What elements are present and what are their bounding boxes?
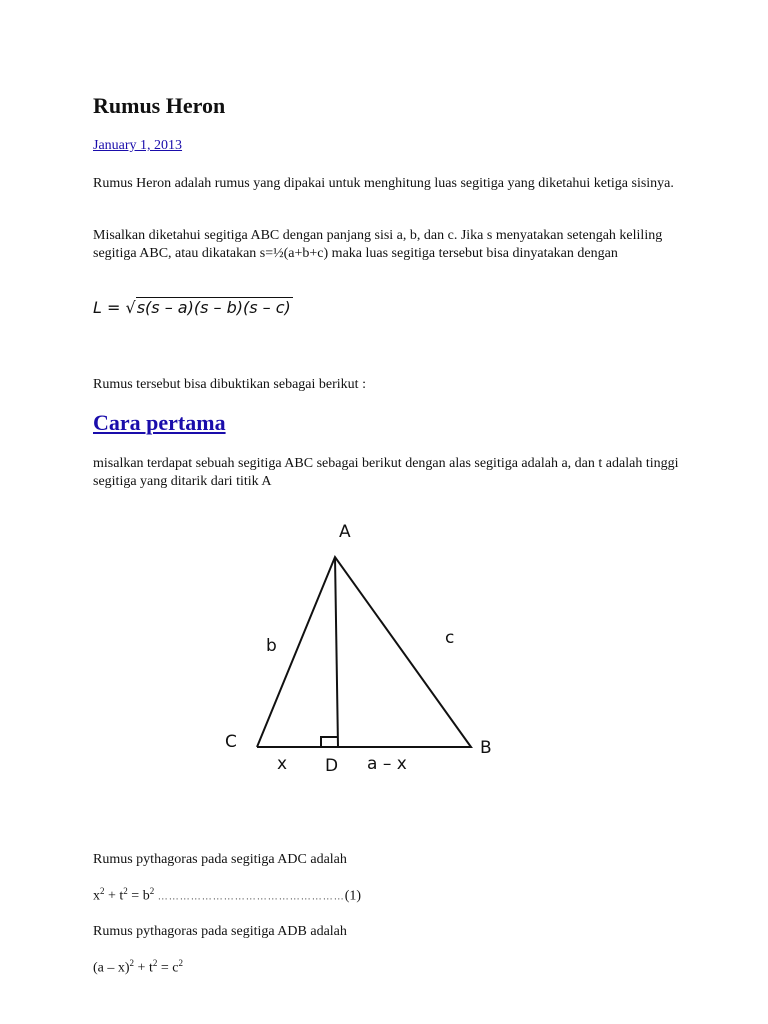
formula-lhs: L = [93, 298, 126, 317]
article-date-link[interactable]: January 1, 2013 [93, 138, 183, 153]
pythagoras-adc-paragraph: Rumus pythagoras pada segitiga ADC adalah [93, 852, 347, 867]
eq1-exp-t: 2 [123, 886, 128, 896]
proof-intro-paragraph: Rumus tersebut bisa dibuktikan sebagai berikut : [93, 377, 366, 392]
sqrt-symbol: √ [125, 298, 136, 317]
eq2-exp-c: 2 [178, 958, 183, 968]
eq1-equals-b: = b [127, 888, 150, 904]
triangle-outline [257, 557, 471, 747]
label-vertex-b: B [480, 738, 492, 758]
heron-formula [93, 298, 293, 317]
pythagoras-adb-paragraph: Rumus pythagoras pada segitiga ADB adalah [93, 924, 347, 939]
eq2-plus-t: + t [134, 960, 153, 976]
triangle-description-paragraph: misalkan terdapat sebuah segitiga ABC sebagai berikut dengan alas segitiga adalah a, dan t adalah tinggi segitiga yang ditarik dari titik A [93, 456, 679, 489]
altitude-line [335, 557, 338, 747]
section-heading-cara-pertama[interactable]: Cara pertama [93, 410, 226, 435]
eq1-leader-dots: …………………………………………… [157, 891, 345, 903]
right-angle-marker [321, 737, 338, 747]
intro-paragraph: Rumus Heron adalah rumus yang dipakai untuk menghitung luas segitiga yang diketahui ketiga sisinya. [93, 176, 674, 191]
label-side-c: c [445, 628, 455, 648]
label-vertex-c: C [225, 732, 237, 752]
eq1-exp-b: 2 [149, 886, 155, 896]
label-vertex-a: A [339, 522, 351, 542]
label-point-d: D [325, 756, 339, 776]
formula-radicand: s(s – a)(s – b)(s – c) [136, 298, 291, 317]
eq1-exp-x: 2 [100, 886, 105, 896]
triangle-diagram [213, 515, 513, 785]
label-segment-a-minus-x: a – x [367, 754, 407, 774]
definition-paragraph: Misalkan diketahui segitiga ABC dengan panjang sisi a, b, dan c. Jika s menyatakan setengah keliling segitiga ABC, atau dikatakan s=½(a+b+c) maka luas segitiga tersebut bisa dinyatakan dengan [93, 228, 663, 261]
eq2-a-minus-x: (a – x) [93, 960, 130, 976]
equation-1 [93, 886, 361, 905]
eq1-plus-t: + t [104, 888, 124, 904]
label-segment-x: x [277, 754, 288, 774]
formula-sqrt [126, 298, 293, 317]
article-title: Rumus Heron [93, 93, 226, 118]
eq1-x: x [93, 888, 100, 904]
eq2-exp-lhs: 2 [129, 958, 135, 968]
eq1-number: (1) [344, 888, 362, 904]
equation-2 [93, 958, 183, 977]
eq2-exp-t: 2 [152, 958, 158, 968]
eq2-equals-c: = c [157, 960, 179, 976]
label-side-b: b [266, 636, 277, 656]
